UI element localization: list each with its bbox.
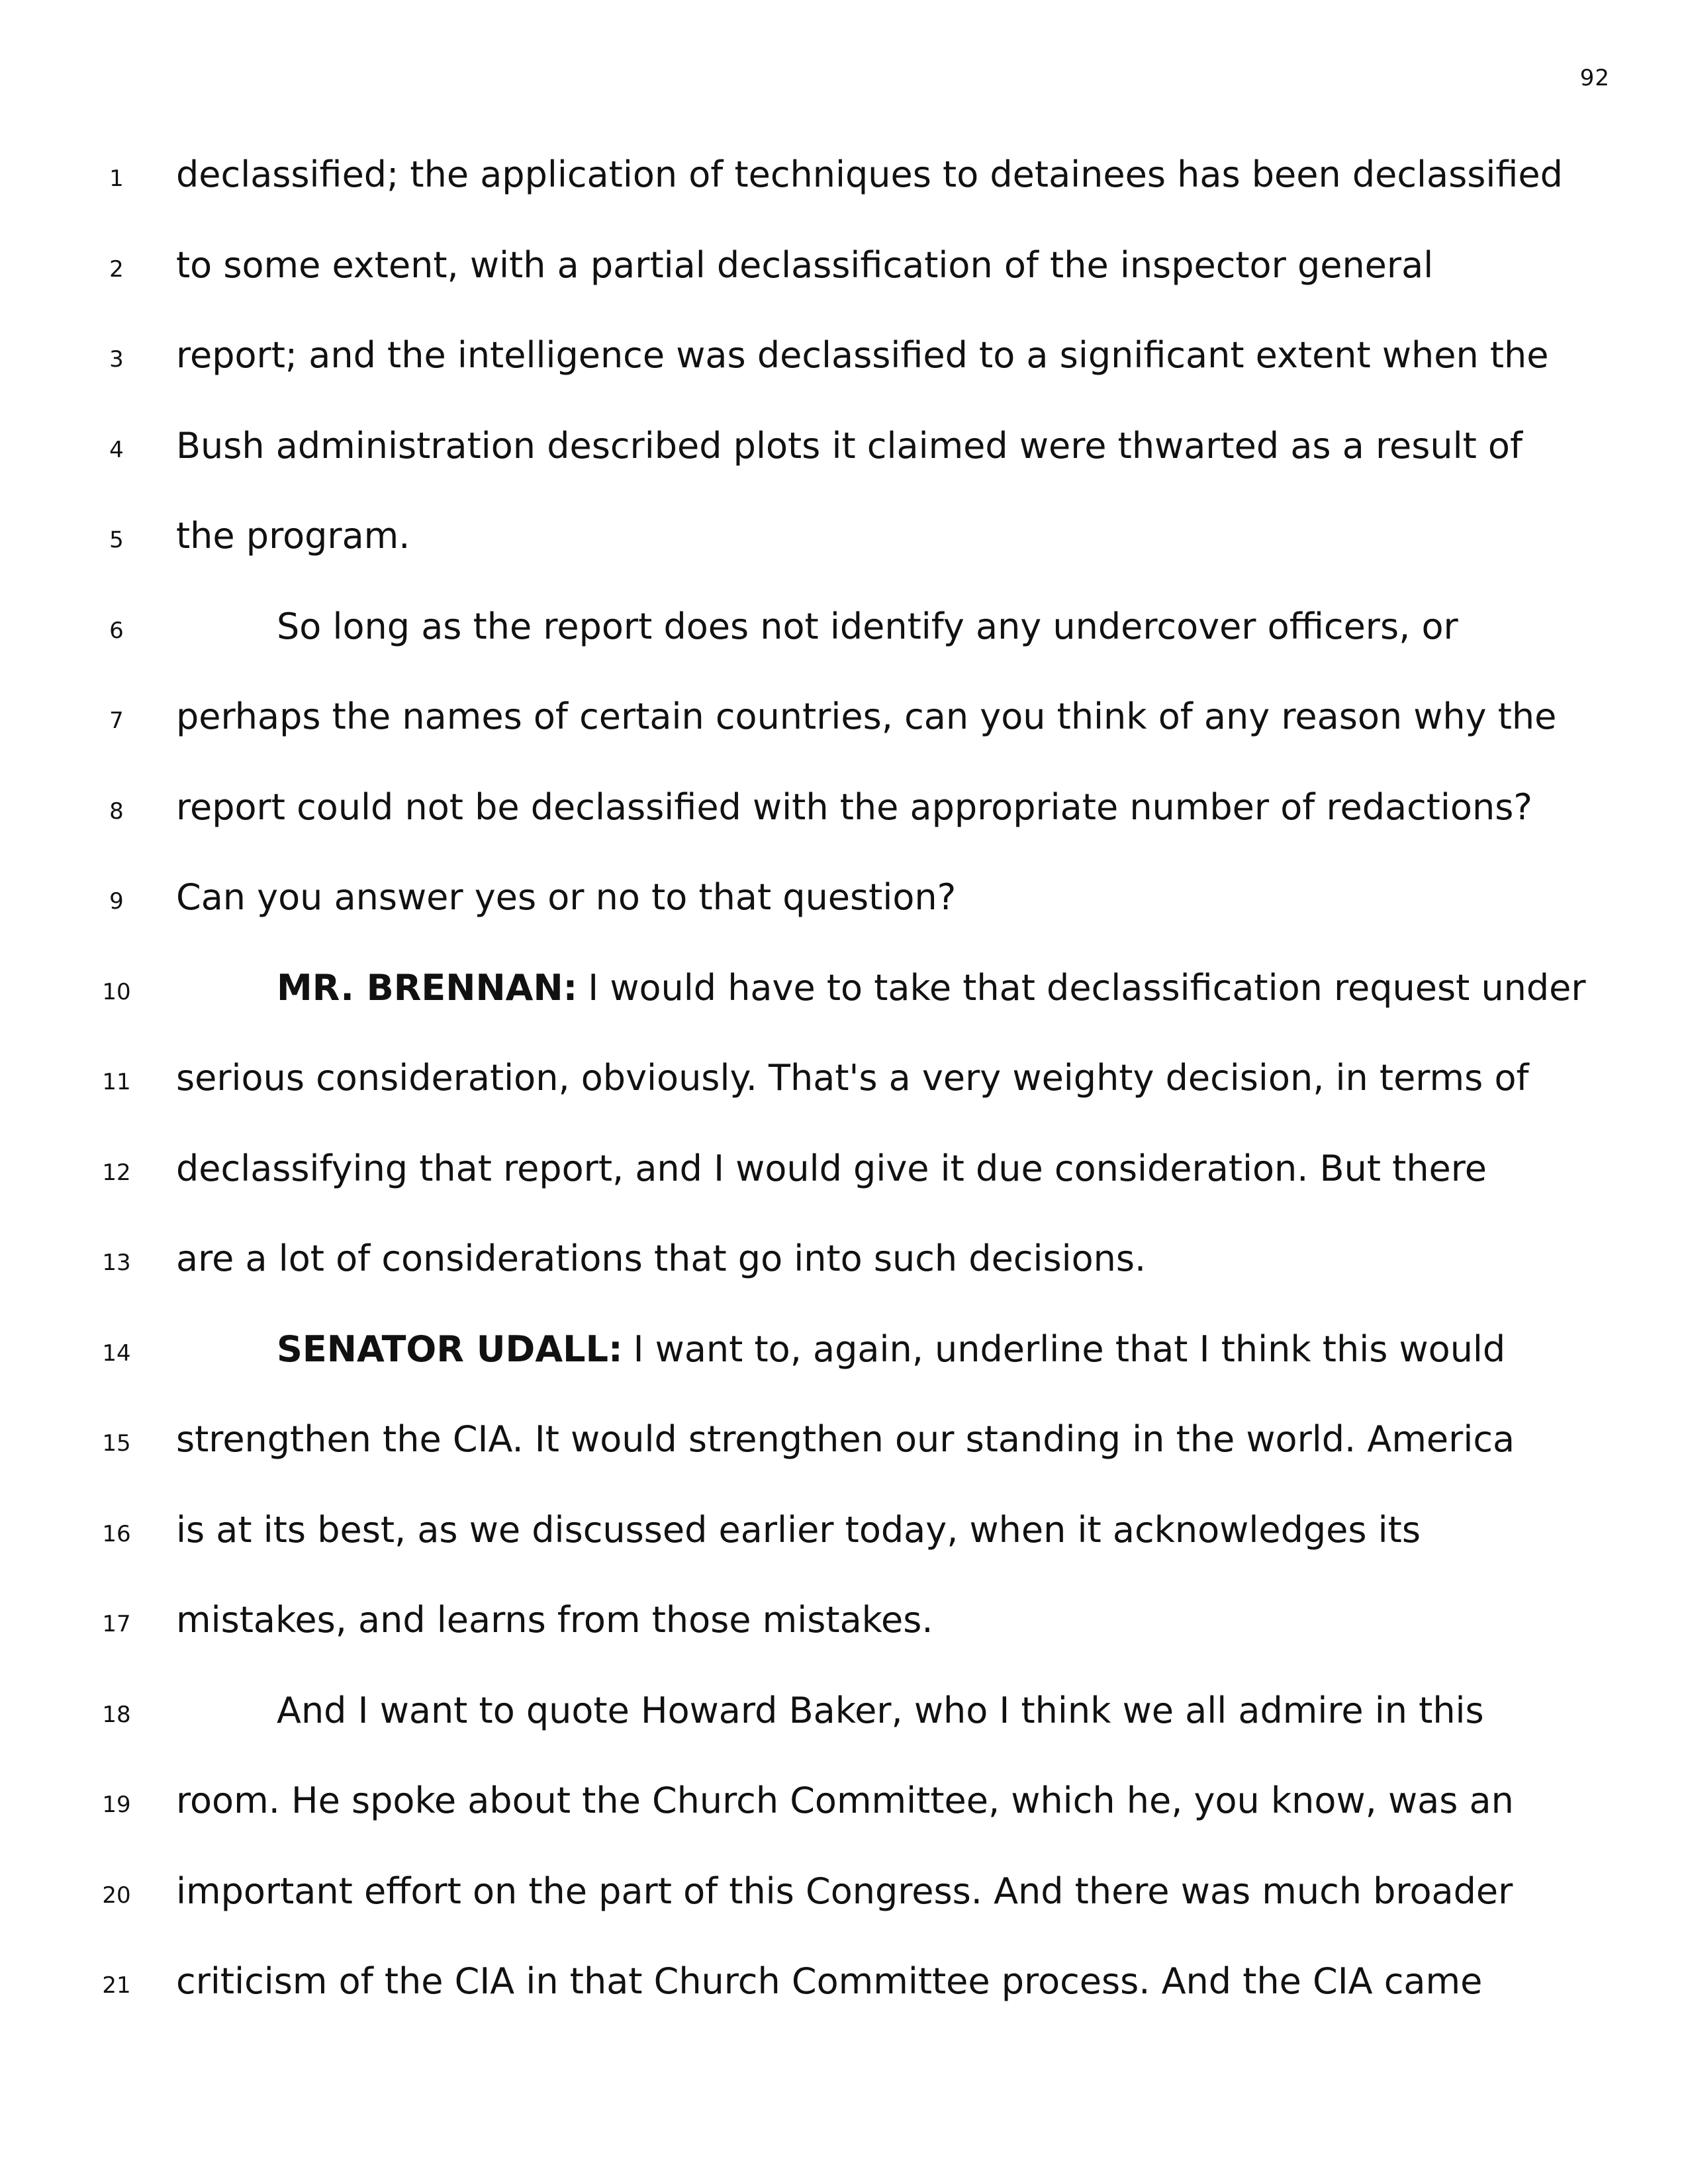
line-text: declassified; the application of techniques to detainees has been declassified	[176, 154, 1563, 195]
transcript-body	[0, 154, 1688, 2051]
transcript-line	[0, 515, 1688, 606]
transcript-line	[0, 154, 1688, 244]
line-text: to some extent, with a partial declassification of the inspector general	[176, 244, 1434, 286]
transcript-line	[0, 696, 1688, 786]
speaker-label: SENATOR UDALL:	[277, 1328, 623, 1370]
line-number: 12	[102, 1159, 131, 1186]
transcript-line	[0, 1960, 1688, 2051]
transcript-line	[0, 1690, 1688, 1780]
line-number: 2	[109, 255, 124, 283]
transcript-line	[0, 606, 1688, 696]
line-number: 15	[102, 1430, 131, 1457]
speech-text: I want to, again, underline that I think this would	[633, 1328, 1506, 1370]
line-text: And I want to quote Howard Baker, who I think we all admire in this	[277, 1689, 1484, 1731]
line-text: perhaps the names of certain countries, can you think of any reason why the	[176, 696, 1557, 737]
line-text: room. He spoke about the Church Committee, which he, you know, was an	[176, 1780, 1514, 1821]
line-text: the program.	[176, 515, 410, 557]
line-number: 14	[102, 1340, 131, 1367]
line-number: 8	[109, 797, 124, 825]
line-number: 21	[102, 1972, 131, 1999]
line-number: 7	[109, 707, 124, 734]
line-text: report could not be declassified with the appropriate number of redactions?	[176, 786, 1532, 828]
transcript-line	[0, 1599, 1688, 1690]
line-text	[277, 1328, 1505, 1371]
speaker-label: MR. BRENNAN:	[277, 966, 578, 1009]
line-number: 6	[109, 617, 124, 644]
transcript-line	[0, 334, 1688, 425]
line-number: 1	[109, 165, 124, 192]
line-number: 5	[109, 527, 124, 553]
line-text: serious consideration, obviously. That's a very weighty decision, in terms of	[176, 1057, 1529, 1099]
line-text: declassifying that report, and I would give it due consideration. But there	[176, 1147, 1487, 1189]
line-text: Can you answer yes or no to that question?	[176, 876, 957, 918]
transcript-line	[0, 1509, 1688, 1600]
transcript-line	[0, 1780, 1688, 1870]
transcript-line	[0, 967, 1688, 1058]
transcript-line	[0, 425, 1688, 516]
page-number: 92	[1579, 65, 1610, 91]
line-text: is at its best, as we discussed earlier today, when it acknowledges its	[176, 1508, 1421, 1551]
line-text: report; and the intelligence was declassified to a significant extent when the	[176, 334, 1549, 376]
transcript-line	[0, 1328, 1688, 1419]
line-number: 19	[102, 1792, 131, 1818]
line-text	[277, 967, 1586, 1009]
line-number: 4	[109, 436, 124, 463]
line-text: criticism of the CIA in that Church Committee process. And the CIA came	[176, 1960, 1483, 2002]
line-text: Bush administration described plots it claimed were thwarted as a result of	[176, 424, 1523, 467]
line-number: 16	[102, 1520, 131, 1547]
transcript-line	[0, 876, 1688, 967]
transcript-line	[0, 244, 1688, 335]
speech-text: I would have to take that declassification request under	[588, 966, 1586, 1009]
line-number: 13	[102, 1250, 131, 1276]
transcript-line	[0, 1418, 1688, 1509]
line-text: important effort on the part of this Congress. And there was much broader	[176, 1870, 1513, 1912]
line-number: 17	[102, 1611, 131, 1637]
line-text: So long as the report does not identify any undercover officers, or	[277, 605, 1458, 647]
line-text: mistakes, and learns from those mistakes.	[176, 1599, 933, 1641]
line-number: 20	[102, 1882, 131, 1909]
transcript-line	[0, 1238, 1688, 1328]
line-number: 9	[109, 888, 124, 915]
line-number: 18	[102, 1701, 131, 1728]
line-number: 10	[102, 978, 131, 1005]
transcript-line	[0, 1148, 1688, 1238]
transcript-line	[0, 1057, 1688, 1148]
transcript-line	[0, 786, 1688, 877]
line-number: 11	[102, 1069, 131, 1095]
line-number: 3	[109, 346, 124, 373]
line-text: strengthen the CIA. It would strengthen our standing in the world. America	[176, 1418, 1515, 1460]
transcript-line	[0, 1870, 1688, 1961]
line-text: are a lot of considerations that go into such decisions.	[176, 1238, 1147, 1279]
